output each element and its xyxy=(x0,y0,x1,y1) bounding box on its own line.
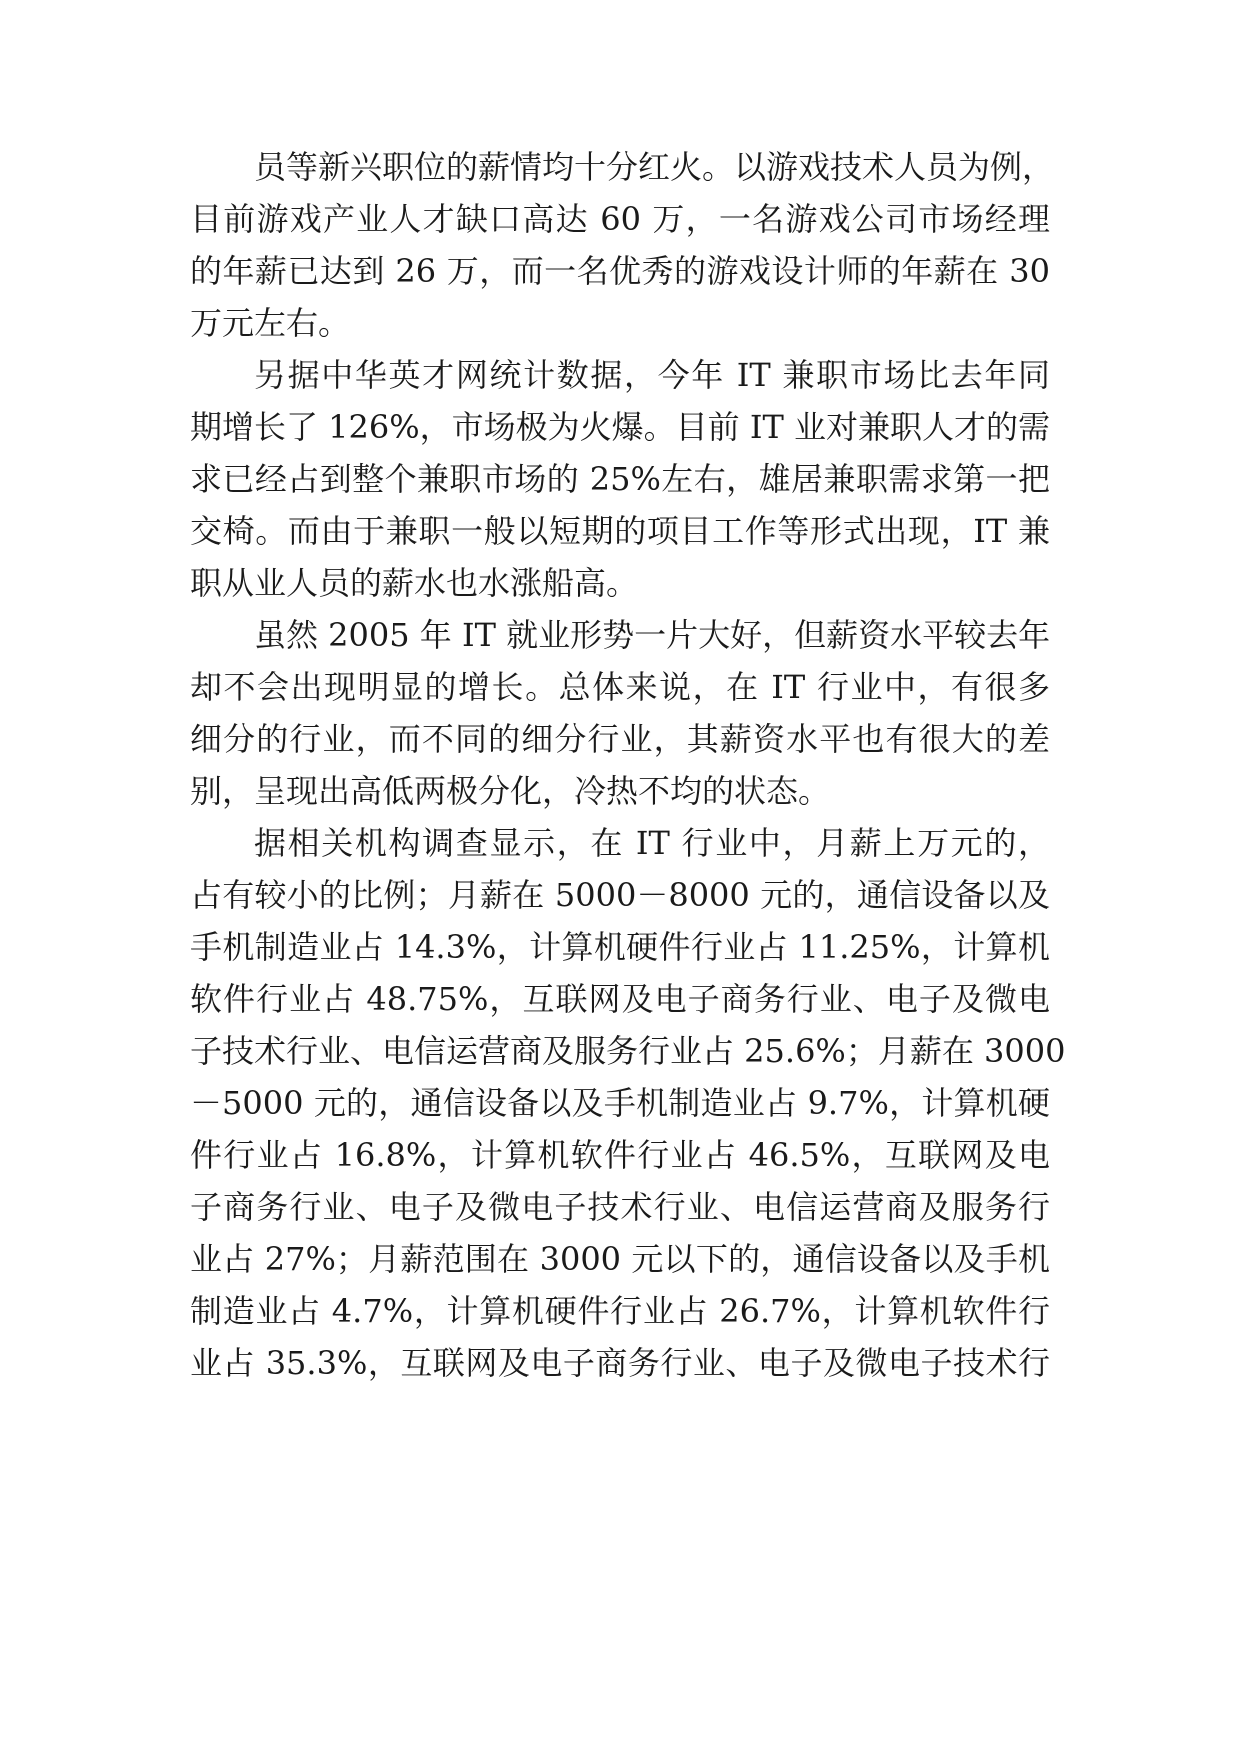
paragraph-4-line-5: 子技术行业、电信运营商及服务行业占 25.6%；月薪在 3000 xyxy=(190,1032,1066,1070)
paragraph-4-line-9: 业占 27%；月薪范围在 3000 元以下的，通信设备以及手机 xyxy=(190,1240,1050,1278)
paragraph-1-line-1: 员等新兴职位的薪情均十分红火。以游戏技术人员为例， xyxy=(254,148,1055,186)
paragraph-2-line-1: 另据中华英才网统计数据，今年 IT 兼职市场比去年同 xyxy=(254,356,1050,394)
paragraph-2-line-5: 职从业人员的薪水也水涨船高。 xyxy=(190,564,639,602)
paragraph-2-line-4: 交椅。而由于兼职一般以短期的项目工作等形式出现，IT 兼 xyxy=(190,512,1050,550)
paragraph-2-line-3: 求已经占到整个兼职市场的 25%左右，雄居兼职需求第一把 xyxy=(190,460,1050,498)
paragraph-4-line-4: 软件行业占 48.75%，互联网及电子商务行业、电子及微电 xyxy=(190,980,1050,1018)
paragraph-4-line-2: 占有较小的比例；月薪在 5000－8000 元的，通信设备以及 xyxy=(190,876,1050,914)
paragraph-3-line-4: 别，呈现出高低两极分化，冷热不均的状态。 xyxy=(190,772,831,810)
paragraph-1-line-3: 的年薪已达到 26 万，而一名优秀的游戏设计师的年薪在 30 xyxy=(190,252,1050,290)
paragraph-1-line-4: 万元左右。 xyxy=(190,304,351,342)
paragraph-3-line-3: 细分的行业，而不同的细分行业，其薪资水平也有很大的差 xyxy=(190,720,1050,758)
paragraph-4-line-3: 手机制造业占 14.3%，计算机硬件行业占 11.25%，计算机 xyxy=(190,928,1050,966)
paragraph-4-line-1: 据相关机构调查显示，在 IT 行业中，月薪上万元的， xyxy=(254,824,1050,862)
paragraph-1-line-2: 目前游戏产业人才缺口高达 60 万，一名游戏公司市场经理 xyxy=(190,200,1050,238)
paragraph-4-line-8: 子商务行业、电子及微电子技术行业、电信运营商及服务行 xyxy=(190,1188,1050,1226)
paragraph-2-line-2: 期增长了 126%，市场极为火爆。目前 IT 业对兼职人才的需 xyxy=(190,408,1050,446)
paragraph-4-line-7: 件行业占 16.8%，计算机软件行业占 46.5%，互联网及电 xyxy=(190,1136,1050,1174)
paragraph-4-line-10: 制造业占 4.7%，计算机硬件行业占 26.7%，计算机软件行 xyxy=(190,1292,1050,1330)
paragraph-3-line-1: 虽然 2005 年 IT 就业形势一片大好，但薪资水平较去年 xyxy=(254,616,1051,654)
paragraph-3-line-2: 却不会出现明显的增长。总体来说，在 IT 行业中，有很多 xyxy=(190,668,1050,706)
paragraph-4-line-6: －5000 元的，通信设备以及手机制造业占 9.7%，计算机硬 xyxy=(190,1084,1050,1122)
paragraph-4-line-11: 业占 35.3%，互联网及电子商务行业、电子及微电子技术行 xyxy=(190,1344,1050,1382)
